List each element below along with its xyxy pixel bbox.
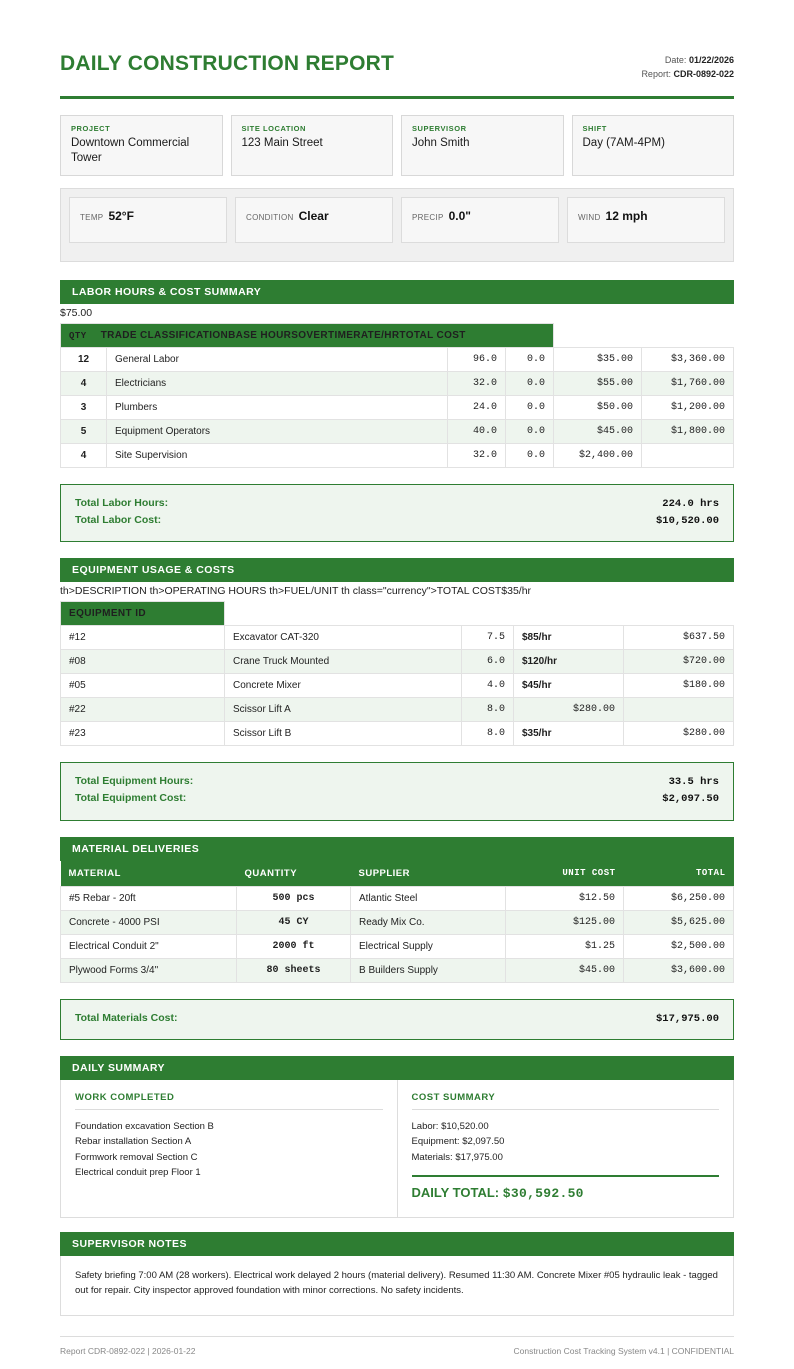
info-card-project xyxy=(60,115,223,176)
weather-value: 0.0" xyxy=(448,209,471,224)
equipment-hours: 7.5 xyxy=(462,626,514,650)
labor-total xyxy=(642,443,734,467)
report-date-line xyxy=(641,54,734,68)
list-item: Electrical conduit prep Floor 1 xyxy=(75,1167,201,1179)
labor-trade: Electricians xyxy=(107,371,448,395)
labor-total-hours-line xyxy=(75,495,719,512)
daily-total-label: DAILY TOTAL: xyxy=(411,1185,500,1201)
table-row xyxy=(61,886,734,910)
materials-col-material: MATERIAL xyxy=(61,861,237,887)
weather-label: TEMP xyxy=(80,213,104,223)
equipment-total-hours-label: Total Equipment Hours: xyxy=(75,775,194,788)
material-supplier: Atlantic Steel xyxy=(351,886,506,910)
weather-label: CONDITION xyxy=(246,213,294,223)
labor-total-cost-line xyxy=(75,512,719,529)
labor-collapsed-header xyxy=(61,323,554,347)
materials-col-total: TOTAL xyxy=(624,861,734,887)
material-quantity: 2000 ft xyxy=(237,934,351,958)
list-item: Formwork removal Section C xyxy=(75,1151,198,1163)
labor-total-hours-label: Total Labor Hours: xyxy=(75,496,169,509)
materials-total-line xyxy=(75,1010,719,1027)
table-row xyxy=(61,674,734,698)
info-label: SUPERVISOR xyxy=(412,123,467,133)
labor-base-hours: 32.0 xyxy=(447,443,505,467)
equipment-description: Scissor Lift B xyxy=(225,722,462,746)
equipment-table xyxy=(60,601,734,746)
info-card-site-location xyxy=(231,115,394,176)
equipment-hours: 8.0 xyxy=(462,698,514,722)
equipment-header-blank-3 xyxy=(514,602,624,626)
equipment-totals-box xyxy=(60,762,734,821)
report-meta xyxy=(641,52,734,82)
info-label: SHIFT xyxy=(582,123,607,133)
info-card-shift xyxy=(572,115,735,176)
table-row xyxy=(61,395,734,419)
labor-total-cost-value: $10,520.00 xyxy=(655,515,719,528)
materials-table xyxy=(60,861,734,983)
labor-total: $1,200.00 xyxy=(642,395,734,419)
section-header-equipment: EQUIPMENT USAGE & COSTS xyxy=(60,558,734,582)
weather-value: Clear xyxy=(298,209,329,224)
labor-overtime: 0.0 xyxy=(505,395,553,419)
equipment-description: Concrete Mixer xyxy=(225,674,462,698)
info-label: PROJECT xyxy=(71,123,111,133)
material-quantity: 80 sheets xyxy=(237,958,351,982)
material-supplier: B Builders Supply xyxy=(351,958,506,982)
weather-card-precip xyxy=(401,197,559,243)
equipment-header-id: EQUIPMENT ID xyxy=(61,602,225,626)
materials-col-quantity: QUANTITY xyxy=(237,861,351,887)
equipment-description: Crane Truck Mounted xyxy=(225,650,462,674)
materials-header-row xyxy=(61,861,734,887)
report-label: Report: xyxy=(641,68,671,79)
equipment-leaked-html-text: th>DESCRIPTION th>OPERATING HOURS th>FUEL/UNIT th class="currency">TOTAL COST$35/hr xyxy=(60,585,532,598)
labor-broken-header-row xyxy=(61,323,734,347)
page-title: DAILY CONSTRUCTION REPORT xyxy=(60,52,395,75)
material-unit-cost: $125.00 xyxy=(506,910,624,934)
project-info-row xyxy=(60,115,734,176)
equipment-total: $720.00 xyxy=(624,650,734,674)
weather-label: WIND xyxy=(578,213,601,223)
material-total: $2,500.00 xyxy=(624,934,734,958)
equipment-id: #08 xyxy=(61,650,225,674)
date-label: Date: xyxy=(664,55,687,65)
materials-total-value: $17,975.00 xyxy=(655,1012,719,1025)
info-card-supervisor xyxy=(401,115,564,176)
weather-card-temp xyxy=(69,197,227,243)
labor-table xyxy=(60,323,734,468)
table-row xyxy=(61,443,734,467)
table-row xyxy=(61,650,734,674)
daily-total-line xyxy=(412,1185,720,1201)
material-unit-cost: $12.50 xyxy=(506,886,624,910)
equipment-id: #22 xyxy=(61,698,225,722)
work-completed-title: WORK COMPLETED xyxy=(75,1092,383,1110)
labor-rate: $50.00 xyxy=(554,395,642,419)
labor-header-merged: TRADE CLASSIFICATIONBASE HOURSOVERTIMERATE/HRTOTAL COST xyxy=(100,329,466,341)
equipment-total: $280.00 xyxy=(624,722,734,746)
info-value: John Smith xyxy=(412,136,470,149)
cost-summary-divider xyxy=(412,1175,720,1177)
list-item: Foundation excavation Section B xyxy=(75,1120,214,1132)
material-unit-cost: $45.00 xyxy=(506,958,624,982)
table-row xyxy=(61,722,734,746)
equipment-description: Excavator CAT-320 xyxy=(225,626,462,650)
supervisor-notes-text: Safety briefing 7:00 AM (28 workers). Electrical work delayed 2 hours (material delivery). Resumed 11:30 AM. Concrete Mixer #05 hydraulic leak - tagged out for repair. City inspector approved foundation with minor corrections. No safety incidents. xyxy=(60,1256,734,1316)
labor-qty: 3 xyxy=(61,395,107,419)
materials-col-unit-cost: UNIT COST xyxy=(506,861,624,887)
equipment-header-blank-4 xyxy=(624,602,734,626)
labor-overtime: 0.0 xyxy=(505,371,553,395)
table-row xyxy=(61,626,734,650)
labor-rate: $35.00 xyxy=(554,347,642,371)
list-item: Labor: $10,520.00 xyxy=(411,1120,489,1132)
date-value: 01/22/2026 xyxy=(688,55,734,65)
equipment-id: #23 xyxy=(61,722,225,746)
info-value: Downtown Commercial Tower xyxy=(71,136,190,164)
section-header-supervisor-notes: SUPERVISOR NOTES xyxy=(60,1232,734,1256)
equipment-description: Scissor Lift A xyxy=(225,698,462,722)
labor-base-hours: 24.0 xyxy=(447,395,505,419)
labor-base-hours: 40.0 xyxy=(447,419,505,443)
table-row xyxy=(61,698,734,722)
weather-value: 12 mph xyxy=(605,209,648,224)
report-value: CDR-0892-022 xyxy=(673,68,734,79)
list-item: Equipment: $2,097.50 xyxy=(411,1136,505,1148)
labor-total-cost-label: Total Labor Cost: xyxy=(75,514,162,527)
labor-totals-box xyxy=(60,484,734,543)
material-total: $6,250.00 xyxy=(624,886,734,910)
equipment-total: $637.50 xyxy=(624,626,734,650)
labor-rate: $55.00 xyxy=(554,371,642,395)
material-total: $3,600.00 xyxy=(624,958,734,982)
material-name: Electrical Conduit 2" xyxy=(61,934,237,958)
labor-total: $1,760.00 xyxy=(642,371,734,395)
table-row xyxy=(61,371,734,395)
material-name: #5 Rebar - 20ft xyxy=(61,886,237,910)
labor-qty: 4 xyxy=(61,371,107,395)
list-item: Materials: $17,975.00 xyxy=(411,1151,503,1163)
table-row xyxy=(61,347,734,371)
weather-card-wind xyxy=(567,197,725,243)
list-item: Rebar installation Section A xyxy=(75,1136,192,1148)
labor-qty: 12 xyxy=(61,347,107,371)
equipment-total-cost-value: $2,097.50 xyxy=(662,793,719,806)
material-name: Concrete - 4000 PSI xyxy=(61,910,237,934)
material-quantity: 45 CY xyxy=(237,910,351,934)
labor-overtime: 0.0 xyxy=(505,419,553,443)
labor-header-blank-1 xyxy=(554,323,642,347)
daily-summary-body xyxy=(60,1080,734,1218)
equipment-id: #12 xyxy=(61,626,225,650)
equipment-header-blank-2 xyxy=(462,602,514,626)
weather-strip xyxy=(60,188,734,262)
labor-overtime: 0.0 xyxy=(505,347,553,371)
equipment-total-hours-line xyxy=(75,773,719,790)
table-row xyxy=(61,910,734,934)
labor-trade: Equipment Operators xyxy=(107,419,448,443)
equipment-total-cost-label: Total Equipment Cost: xyxy=(75,792,187,805)
equipment-total xyxy=(624,698,734,722)
labor-base-hours: 96.0 xyxy=(447,347,505,371)
materials-col-supplier: SUPPLIER xyxy=(351,861,506,887)
equipment-hours: 6.0 xyxy=(462,650,514,674)
document-header xyxy=(60,52,734,96)
section-header-materials: MATERIAL DELIVERIES xyxy=(60,837,734,861)
labor-trade: General Labor xyxy=(107,347,448,371)
table-row xyxy=(61,958,734,982)
material-supplier: Ready Mix Co. xyxy=(351,910,506,934)
labor-trade: Plumbers xyxy=(107,395,448,419)
equipment-hours: 4.0 xyxy=(462,674,514,698)
weather-value: 52°F xyxy=(108,209,134,224)
equipment-fuel-unit: $35/hr xyxy=(514,722,624,746)
labor-base-hours: 32.0 xyxy=(447,371,505,395)
page-footer xyxy=(60,1336,734,1356)
footer-right: Construction Cost Tracking System v4.1 | CONFIDENTIAL xyxy=(513,1345,734,1356)
equipment-total: $180.00 xyxy=(624,674,734,698)
header-rule xyxy=(60,96,734,99)
table-row xyxy=(61,934,734,958)
labor-overtime: 0.0 xyxy=(505,443,553,467)
equipment-total-cost-line xyxy=(75,790,719,807)
section-header-daily-summary: DAILY SUMMARY xyxy=(60,1056,734,1080)
table-row xyxy=(61,419,734,443)
labor-total: $1,800.00 xyxy=(642,419,734,443)
info-label: SITE LOCATION xyxy=(241,123,307,133)
equipment-fuel-unit: $45/hr xyxy=(514,674,624,698)
material-quantity: 500 pcs xyxy=(237,886,351,910)
equipment-fuel-unit: $85/hr xyxy=(514,626,624,650)
footer-left: Report CDR-0892-022 | 2026-01-22 xyxy=(60,1345,196,1356)
labor-trade: Site Supervision xyxy=(107,443,448,467)
labor-qty: 5 xyxy=(61,419,107,443)
labor-header-blank-2 xyxy=(642,323,734,347)
equipment-fuel-unit: $120/hr xyxy=(514,650,624,674)
materials-total-label: Total Materials Cost: xyxy=(75,1011,178,1024)
weather-card-condition xyxy=(235,197,393,243)
equipment-broken-header-row xyxy=(61,602,734,626)
material-supplier: Electrical Supply xyxy=(351,934,506,958)
section-header-labor: LABOR HOURS & COST SUMMARY xyxy=(60,280,734,304)
info-value: Day (7AM-4PM) xyxy=(582,136,665,149)
labor-leaked-text: $75.00 xyxy=(60,307,93,320)
equipment-fuel-unit: $280.00 xyxy=(514,698,624,722)
report-id-line xyxy=(641,68,734,82)
info-value: 123 Main Street xyxy=(241,136,323,149)
daily-total-value: $30,592.50 xyxy=(502,1186,584,1202)
weather-label: PRECIP xyxy=(412,213,444,223)
material-name: Plywood Forms 3/4" xyxy=(61,958,237,982)
equipment-total-hours-value: 33.5 hrs xyxy=(668,776,719,789)
equipment-id: #05 xyxy=(61,674,225,698)
material-total: $5,625.00 xyxy=(624,910,734,934)
labor-header-qty: QTY xyxy=(69,330,87,341)
cost-summary-column xyxy=(398,1080,734,1217)
material-unit-cost: $1.25 xyxy=(506,934,624,958)
labor-qty: 4 xyxy=(61,443,107,467)
labor-total-hours-value: 224.0 hrs xyxy=(662,497,719,510)
work-completed-column xyxy=(61,1080,398,1217)
equipment-header-blank-1 xyxy=(225,602,462,626)
equipment-hours: 8.0 xyxy=(462,722,514,746)
labor-rate: $45.00 xyxy=(554,419,642,443)
labor-total: $3,360.00 xyxy=(642,347,734,371)
cost-summary-title: COST SUMMARY xyxy=(412,1092,720,1110)
materials-totals-box xyxy=(60,999,734,1040)
labor-rate: $2,400.00 xyxy=(554,443,642,467)
